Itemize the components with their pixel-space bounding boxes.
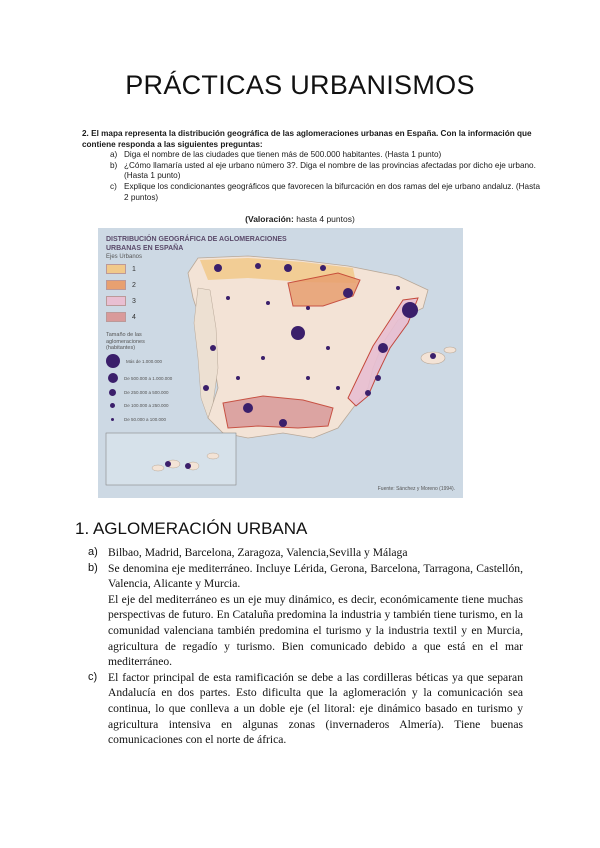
- legend-swatch: [106, 280, 126, 290]
- question-item-a: [110, 150, 542, 161]
- legend-axis-label: 3: [132, 297, 136, 305]
- valoracion: [0, 214, 600, 224]
- map-title-line1: DISTRIBUCIÓN GEOGRÁFICA DE AGLOMERACIONES: [106, 236, 287, 243]
- question-item-b: [110, 161, 542, 182]
- legend-size-5: [106, 417, 166, 422]
- question-item-label: c): [110, 181, 117, 191]
- legend-size-4: [106, 403, 169, 408]
- legend-axis-1: [106, 264, 166, 274]
- question-item-text: Explique los condicionantes geográficos que favorecen la bifurcación en dos ramas del eje urbano andaluz. (Hasta 2 puntos): [124, 181, 540, 202]
- legend-axis-label: 2: [132, 281, 136, 289]
- legend-size-title: Tamaño de las aglomeraciones (habitantes): [106, 332, 145, 351]
- size-dot: [106, 354, 120, 368]
- valoracion-label: (Valoración:: [245, 214, 294, 224]
- map-title-line2: URBANAS EN ESPAÑA: [106, 244, 184, 252]
- spain-urban-map: [98, 228, 463, 498]
- question-block: [82, 129, 542, 203]
- legend-axis-3: [106, 296, 166, 306]
- answer-paragraph: El factor principal de esta ramificación se debe a las cordilleras béticas ya que separan Andalucía en dos partes. Esto dificulta que la aglomeración y la comunicación sea continua, lo que conlleva a un doble eje (el litoral: eje dinámico basado en turismo y agricultura intensiva en algunas zonas (invernaderos Almería). Tiene buenas comunicaciones con el norte de áfrica.: [108, 670, 523, 747]
- answer-paragraph: El eje del mediterráneo es un eje muy dinámico, es decir, económicamente tiene muchas perspectivas de futuro. En Cataluña predomina la industria y también tiene turismo, en la comunidad valenciana también predomina el turismo y la industria textil y en Murcia, agricultura de regadío y turismo. Bien comunicado debido a que está en el mar mediterráneo.: [108, 592, 523, 669]
- legend-size-3: [106, 389, 169, 396]
- answer-b: [88, 561, 523, 670]
- answer-label: a): [88, 546, 98, 558]
- answer-text: [108, 561, 523, 670]
- answer-label: b): [88, 561, 98, 574]
- answer-paragraph: Se denomina eje mediterráneo. Incluye Lérida, Gerona, Barcelona, Tarragona, Castellón, Valencia, Alicante y Murcia.: [108, 561, 523, 591]
- answer-text: [108, 670, 523, 748]
- legend-size-label: De 100.000 a 250.000: [124, 403, 169, 408]
- size-dot: [109, 389, 116, 396]
- legend-axis-label: 1: [132, 265, 136, 273]
- legend-size-label: De 250.000 a 500.000: [124, 390, 169, 395]
- valoracion-value: hasta 4 puntos): [296, 214, 355, 224]
- legend-size-label: De 500.000 a 1.000.000: [124, 375, 173, 381]
- size-dot: [108, 373, 118, 383]
- answer-label: c): [88, 670, 98, 683]
- legend-axes-label: Ejes Urbanos: [106, 254, 143, 260]
- answer-text: [108, 545, 523, 561]
- map-title: [106, 236, 306, 253]
- question-item-text: Diga el nombre de las ciudades que tienen más de 500.000 habitantes. (Hasta 1 punto): [124, 150, 442, 160]
- answer-a: [88, 545, 523, 561]
- legend-swatch: [106, 312, 126, 322]
- answers-list: [88, 545, 523, 748]
- question-item-label: a): [110, 150, 118, 160]
- legend-axis-2: [106, 280, 166, 290]
- legend-axis-label: 4: [132, 313, 136, 321]
- size-dot: [110, 403, 115, 408]
- legend-swatch: [106, 264, 126, 274]
- answer-c: [88, 670, 523, 748]
- question-item-c: [110, 182, 542, 203]
- question-item-label: b): [110, 160, 118, 170]
- legend-size-label: Más de 1.000.000: [126, 358, 163, 364]
- answer-paragraph: Bilbao, Madrid, Barcelona, Zaragoza, Valencia,Sevilla y Málaga: [108, 546, 408, 559]
- size-dot: [111, 418, 114, 421]
- legend-size-1: [106, 354, 162, 368]
- legend-size-label: De 50.000 a 100.000: [124, 417, 167, 422]
- map-source: Fuente: Sánchez y Moreno (1994).: [377, 486, 455, 492]
- legend-swatch: [106, 296, 126, 306]
- question-header: 2. El mapa representa la distribución geográfica de las aglomeraciones urbanas en España. Con la información que contiene responda a las siguientes preguntas:: [82, 129, 532, 149]
- question-item-text: ¿Cómo llamaría usted al eje urbano número 3?. Diga el nombre de las provincias afectadas por dicho eje urbano. (Hasta 1 punto): [124, 160, 536, 181]
- canary-islands-box: [106, 433, 236, 485]
- page-title: PRÁCTICAS URBANISMOS: [125, 70, 475, 100]
- legend-size-2: [106, 373, 172, 383]
- section-title: 1. AGLOMERACIÓN URBANA: [75, 519, 308, 538]
- legend-axis-4: [106, 312, 166, 322]
